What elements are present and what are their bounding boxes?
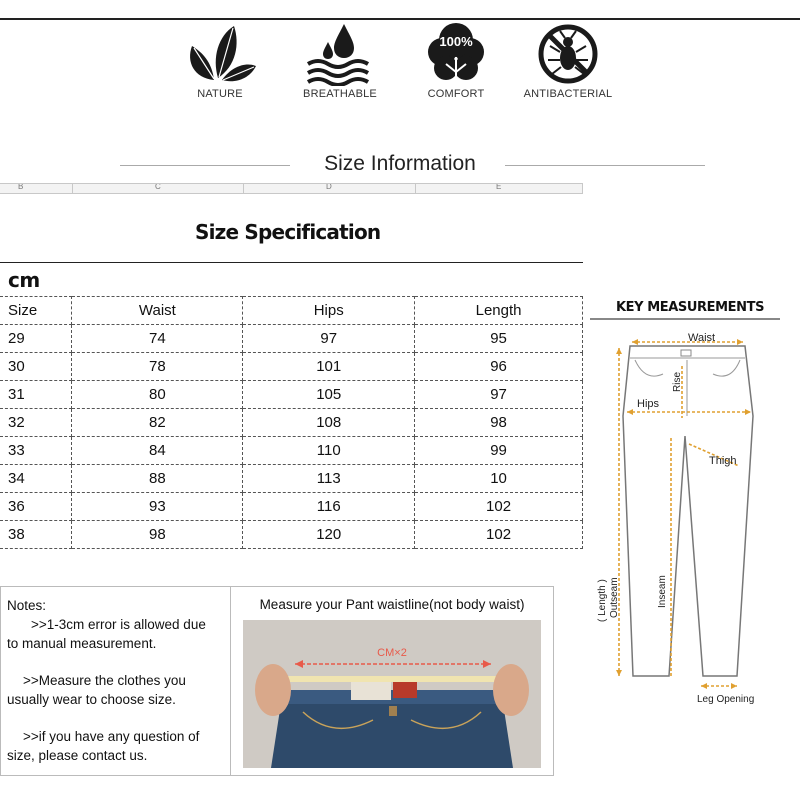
feature-label: NATURE xyxy=(197,88,243,100)
cell: 99 xyxy=(415,437,583,465)
cell: 80 xyxy=(72,381,243,409)
label-rise: Rise xyxy=(672,371,683,392)
label-thigh: Thigh xyxy=(709,455,737,467)
cell: 29 xyxy=(0,325,72,353)
header-waist: Waist xyxy=(72,297,243,325)
spreadsheet-column-header xyxy=(0,183,583,194)
cell: 30 xyxy=(0,353,72,381)
cell: 84 xyxy=(72,437,243,465)
measure-title: Measure your Pant waistline(not body waist) xyxy=(259,597,525,612)
notes-title: Notes: xyxy=(7,598,47,613)
table-row xyxy=(0,353,583,381)
table-row xyxy=(0,381,583,409)
unit-label: cm xyxy=(8,268,40,292)
section-title: Size Information xyxy=(324,152,476,175)
note-text: size, please contact us. xyxy=(7,748,148,763)
cell: 102 xyxy=(415,493,583,521)
column-letter: B xyxy=(18,183,24,191)
feature-comfort xyxy=(406,22,506,100)
cell: 113 xyxy=(243,465,415,493)
table-row xyxy=(0,409,583,437)
cell: 98 xyxy=(415,409,583,437)
cell: 116 xyxy=(243,493,415,521)
note-text: >>1-3cm error is allowed due xyxy=(31,617,206,632)
cell: 31 xyxy=(0,381,72,409)
header-length: Length xyxy=(415,297,583,325)
cell: 38 xyxy=(0,521,72,549)
label-hips: Hips xyxy=(637,398,660,410)
note-text: usually wear to choose size. xyxy=(7,692,176,707)
cell: 95 xyxy=(415,325,583,353)
notes-box xyxy=(0,586,231,776)
cell: 10 xyxy=(415,465,583,493)
label-length: ( Length ) xyxy=(597,579,608,622)
cell: 36 xyxy=(0,493,72,521)
pants-diagram xyxy=(585,326,785,716)
feature-label: COMFORT xyxy=(427,88,485,100)
waist-measure-photo xyxy=(243,620,541,768)
cell: 93 xyxy=(72,493,243,521)
table-row xyxy=(0,493,583,521)
cell: 110 xyxy=(243,437,415,465)
label-outseam: Outseam xyxy=(609,577,620,618)
cell: 32 xyxy=(0,409,72,437)
leaves-icon xyxy=(180,22,260,86)
cell: 98 xyxy=(72,521,243,549)
column-letter: C xyxy=(155,183,161,191)
cell: 88 xyxy=(72,465,243,493)
cell: 82 xyxy=(72,409,243,437)
feature-breathable xyxy=(290,22,390,100)
cell: 33 xyxy=(0,437,72,465)
header-hips: Hips xyxy=(243,297,415,325)
cell: 96 xyxy=(415,353,583,381)
note-text: to manual measurement. xyxy=(7,636,157,651)
cell: 34 xyxy=(0,465,72,493)
cotton-100-icon xyxy=(416,22,496,86)
key-measurements-title: KEY MEASUREMENTS xyxy=(615,300,765,315)
spec-title: Size Specification xyxy=(195,220,381,244)
label-inseam: Inseam xyxy=(657,575,668,608)
spec-divider xyxy=(0,262,583,263)
feature-nature xyxy=(170,22,270,100)
header-size: Size xyxy=(0,297,72,325)
label-waist: Waist xyxy=(688,332,716,344)
table-row xyxy=(0,325,583,353)
note-text: >>if you have any question of xyxy=(23,729,200,744)
column-letter: E xyxy=(496,183,502,191)
key-measurements-divider xyxy=(590,318,780,320)
no-bug-icon xyxy=(528,22,608,86)
label-leg-opening: Leg Opening xyxy=(697,694,755,705)
table-row xyxy=(0,521,583,549)
table-row xyxy=(0,465,583,493)
size-table xyxy=(0,296,583,549)
table-header-row xyxy=(0,297,583,325)
measure-box xyxy=(230,586,554,776)
feature-label: ANTIBACTERIAL xyxy=(523,88,613,100)
feature-antibacterial xyxy=(518,22,618,100)
cell: 101 xyxy=(243,353,415,381)
water-drop-waves-icon xyxy=(300,22,380,86)
cell: 120 xyxy=(243,521,415,549)
photo-measure-label: CM×2 xyxy=(377,647,407,659)
note-text: >>Measure the clothes you xyxy=(23,673,186,688)
feature-label: BREATHABLE xyxy=(303,88,377,100)
table-row xyxy=(0,437,583,465)
comfort-badge: 100% xyxy=(439,34,473,49)
cell: 74 xyxy=(72,325,243,353)
column-letter: D xyxy=(326,183,332,191)
cell: 97 xyxy=(415,381,583,409)
top-border xyxy=(0,18,800,20)
cell: 105 xyxy=(243,381,415,409)
title-divider-right xyxy=(505,165,705,166)
cell: 97 xyxy=(243,325,415,353)
cell: 108 xyxy=(243,409,415,437)
cell: 78 xyxy=(72,353,243,381)
cell: 102 xyxy=(415,521,583,549)
